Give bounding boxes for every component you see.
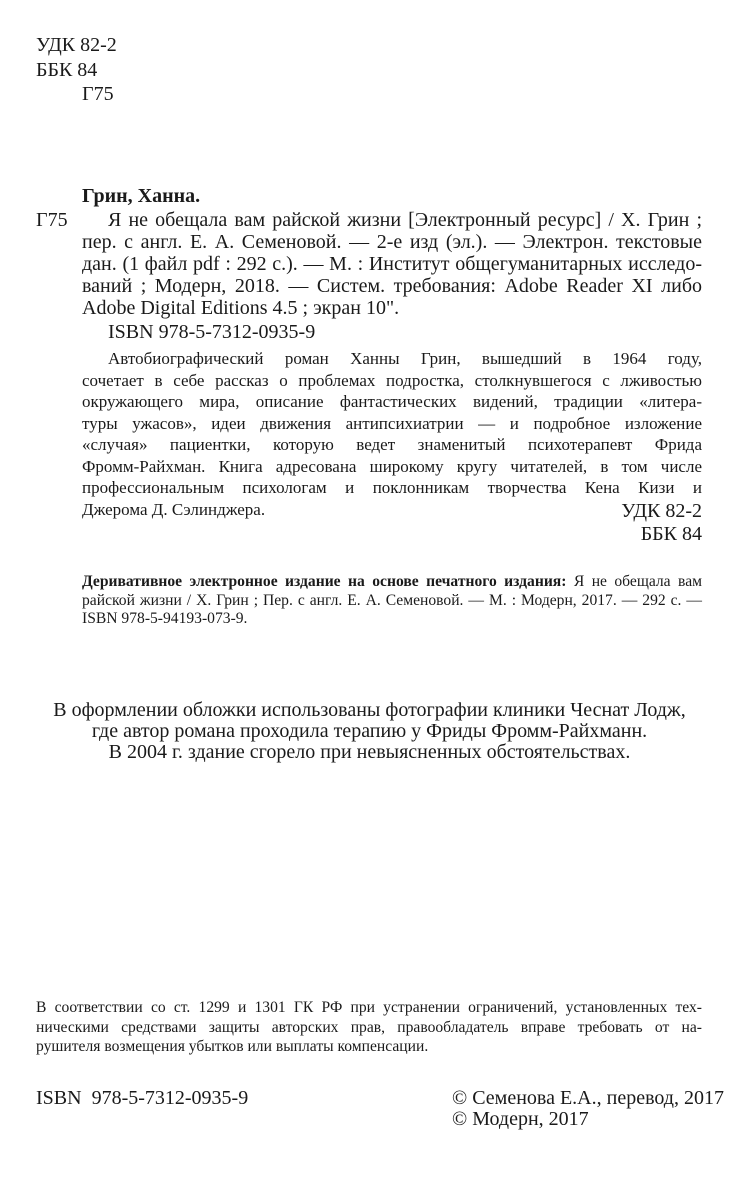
derivative-line (82, 572, 702, 592)
annotation-line: «случая» пациентки, которую ведет знаменитый психотерапевт Фрида (82, 435, 702, 454)
legal-line: В соответствии со ст. 1299 и 1301 ГК РФ при устранении ограничений, установленных тех- (36, 999, 702, 1016)
annotation-line: профессиональным психологам и поклонникам творчества Кена Кизи и (82, 478, 702, 497)
copyright-translation: © Семенова Е.А., перевод, 2017 (452, 1087, 724, 1109)
annotation-line: Джерома Д. Сэлинджера. (82, 500, 266, 519)
annotation-bbk: ББК 84 (640, 523, 702, 545)
annotation-line: сочетает в себе рассказ о проблемах подростка, столкнувшегося с лживостью (82, 371, 702, 390)
description-line: Adobe Digital Editions 4.5 ; экран 10". (82, 297, 400, 319)
description-line: пер. с англ. Е. А. Семеновой. — 2-е изд (эл.). — Электрон. текстовые (82, 231, 702, 253)
annotation-line: Автобиографический роман Ханны Грин, вышедший в 1964 году, (108, 349, 702, 368)
derivative-bold-prefix: Деривативное электронное издание на основе печатного издания: (82, 573, 567, 590)
cover-note-line: где автор романа проходила терапию у Фриды Фромм-Райхманн. (91, 720, 648, 742)
cover-note-line: В оформлении обложки использованы фотографии клиники Чеснат Лодж, (53, 699, 686, 721)
record-isbn: ISBN 978-5-7312-0935-9 (108, 321, 316, 343)
copyright-publisher: © Модерн, 2017 (452, 1108, 589, 1130)
legal-line: рушителя возмещения убытков или выплаты компенсации. (36, 1038, 429, 1055)
author-mark: Г75 (82, 83, 114, 105)
derivative-line: ISBN 978-5-94193-073-9. (82, 610, 248, 627)
author-heading: Грин, Ханна. (82, 185, 201, 207)
description-line: Я не обещала вам райской жизни [Электронный ресурс] / Х. Грин ; (108, 209, 702, 231)
footer-isbn: ISBN 978-5-7312-0935-9 (36, 1087, 249, 1109)
annotation-udk: УДК 82-2 (621, 500, 702, 522)
derivative-rest: Я не обещала вам (566, 573, 702, 590)
bbk-code: ББК 84 (36, 59, 98, 81)
cover-note-line: В 2004 г. здание сгорело при невыясненных обстоятельствах. (108, 741, 631, 763)
derivative-line: райской жизни / Х. Грин ; Пер. с англ. Е. А. Семеновой. — М. : Модерн, 2017. — 292 с. — (82, 592, 702, 609)
annotation-line: окружающего мира, описание фантастических видений, традиции «литера- (82, 392, 702, 411)
udk-code: УДК 82-2 (36, 34, 117, 56)
annotation-line: Фромм-Райхман. Книга адресована широкому кругу читателей, в том числе (82, 457, 702, 476)
description-line: дан. (1 файл pdf : 292 с.). — М. : Институт общегуманитарных исследо- (82, 253, 702, 275)
description-line: ваний ; Модерн, 2018. — Систем. требования: Adobe Reader XI либо (82, 275, 702, 297)
record-author-mark: Г75 (36, 209, 68, 231)
annotation-line: туры ужасов», идеи движения антипсихиатрии — и подробное изложение (82, 414, 702, 433)
legal-line: ническими средствами защиты авторских прав, правообладатель вправе требовать от на- (36, 1019, 702, 1036)
